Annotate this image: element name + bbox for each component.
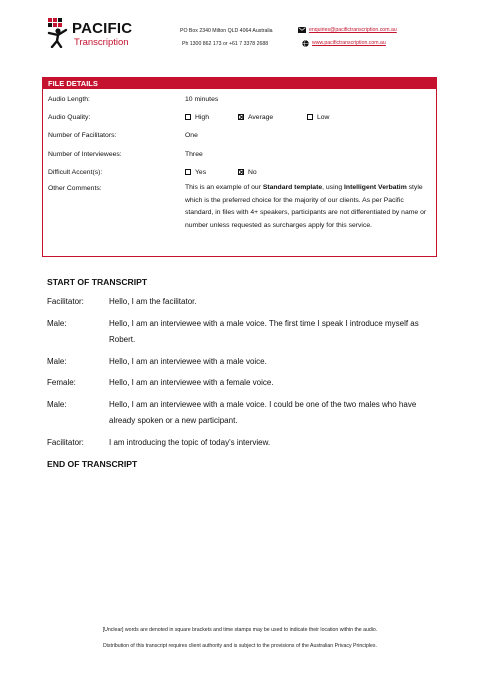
pacific-transcription-logo xyxy=(46,18,136,52)
envelope-icon xyxy=(298,27,306,33)
logo-word: PACIFIC xyxy=(72,20,133,37)
speaker-label: Facilitator: xyxy=(47,297,84,306)
start-of-transcript-heading: START OF TRANSCRIPT xyxy=(47,277,148,287)
utterance-text: Hello, I am the facilitator. xyxy=(109,297,197,306)
facilitators-value: One xyxy=(185,132,198,139)
file-details-box xyxy=(42,77,437,257)
interviewees-label: Number of Interviewees: xyxy=(48,151,122,158)
accent-label: Difficult Accent(s): xyxy=(48,169,103,176)
utterance-text: Hello, I am an interviewee with a male voice. I could be one of the two males who have already spoken or a new participant. xyxy=(109,400,417,425)
quality-average-option: Average xyxy=(238,114,273,121)
quality-low-checkbox xyxy=(307,114,313,120)
utterance-text: I am introducing the topic of today's interview. xyxy=(109,438,271,447)
quality-low-option: Low xyxy=(307,114,329,121)
speaker-label: Male: xyxy=(47,357,67,366)
interviewees-value: Three xyxy=(185,151,203,158)
company-phone: Ph 1300 862 173 or +61 7 3378 2688 xyxy=(182,41,269,47)
speaker-label: Male: xyxy=(47,319,67,328)
utterance-text: Hello, I am an interviewee with a male voice. The first time I speak I introduce myself as Robert. xyxy=(109,319,419,344)
company-address: PO Box 2340 Milton QLD 4064 Australia xyxy=(180,28,273,34)
utterance-text: Hello, I am an interviewee with a female voice. xyxy=(109,378,274,387)
accent-no-checkbox xyxy=(238,169,244,175)
accent-yes-checkbox xyxy=(185,169,191,175)
website-link[interactable]: www.pacifictranscription.com.au xyxy=(312,40,386,46)
email-link[interactable]: enquiries@pacifictranscription.com.au xyxy=(309,27,397,33)
facilitators-label: Number of Facilitators: xyxy=(48,132,117,139)
speaker-label: Female: xyxy=(47,378,76,387)
globe-icon xyxy=(302,40,309,47)
audio-length-label: Audio Length: xyxy=(48,96,90,103)
file-details-title: FILE DETAILS xyxy=(43,78,436,89)
footer-unclear-note: [Unclear] words are denoted in square brackets and time stamps may be used to indicate their location within the audio. xyxy=(102,627,378,633)
comments-text: This is an example of our Standard template, using Intelligent Verbatim style which is the preferred choice for the majority of our clients. As per Pacific standard, in files with 4+ speakers, participants are not differentiated by name or number unless requested as surcharges apply for this service. xyxy=(185,184,427,229)
footer-privacy-note: Distribution of this transcript requires client authority and is subject to the provisions of the Australian Privacy Principles. xyxy=(103,643,377,649)
end-of-transcript-heading: END OF TRANSCRIPT xyxy=(47,459,138,469)
accent-no-option: No xyxy=(238,169,257,176)
utterance-text: Hello, I am an interviewee with a male voice. xyxy=(109,357,267,366)
accent-yes-option: Yes xyxy=(185,169,206,176)
speaker-label: Facilitator: xyxy=(47,438,84,447)
audio-quality-label: Audio Quality: xyxy=(48,114,91,121)
quality-high-option: High xyxy=(185,114,209,121)
audio-length-value: 10 minutes xyxy=(185,96,219,103)
comments-label: Other Comments: xyxy=(48,185,102,192)
quality-average-checkbox xyxy=(238,114,244,120)
logo-subtitle: Transcription xyxy=(74,37,129,48)
logo-mark-icon xyxy=(46,18,68,48)
quality-high-checkbox xyxy=(185,114,191,120)
speaker-label: Male: xyxy=(47,400,67,409)
